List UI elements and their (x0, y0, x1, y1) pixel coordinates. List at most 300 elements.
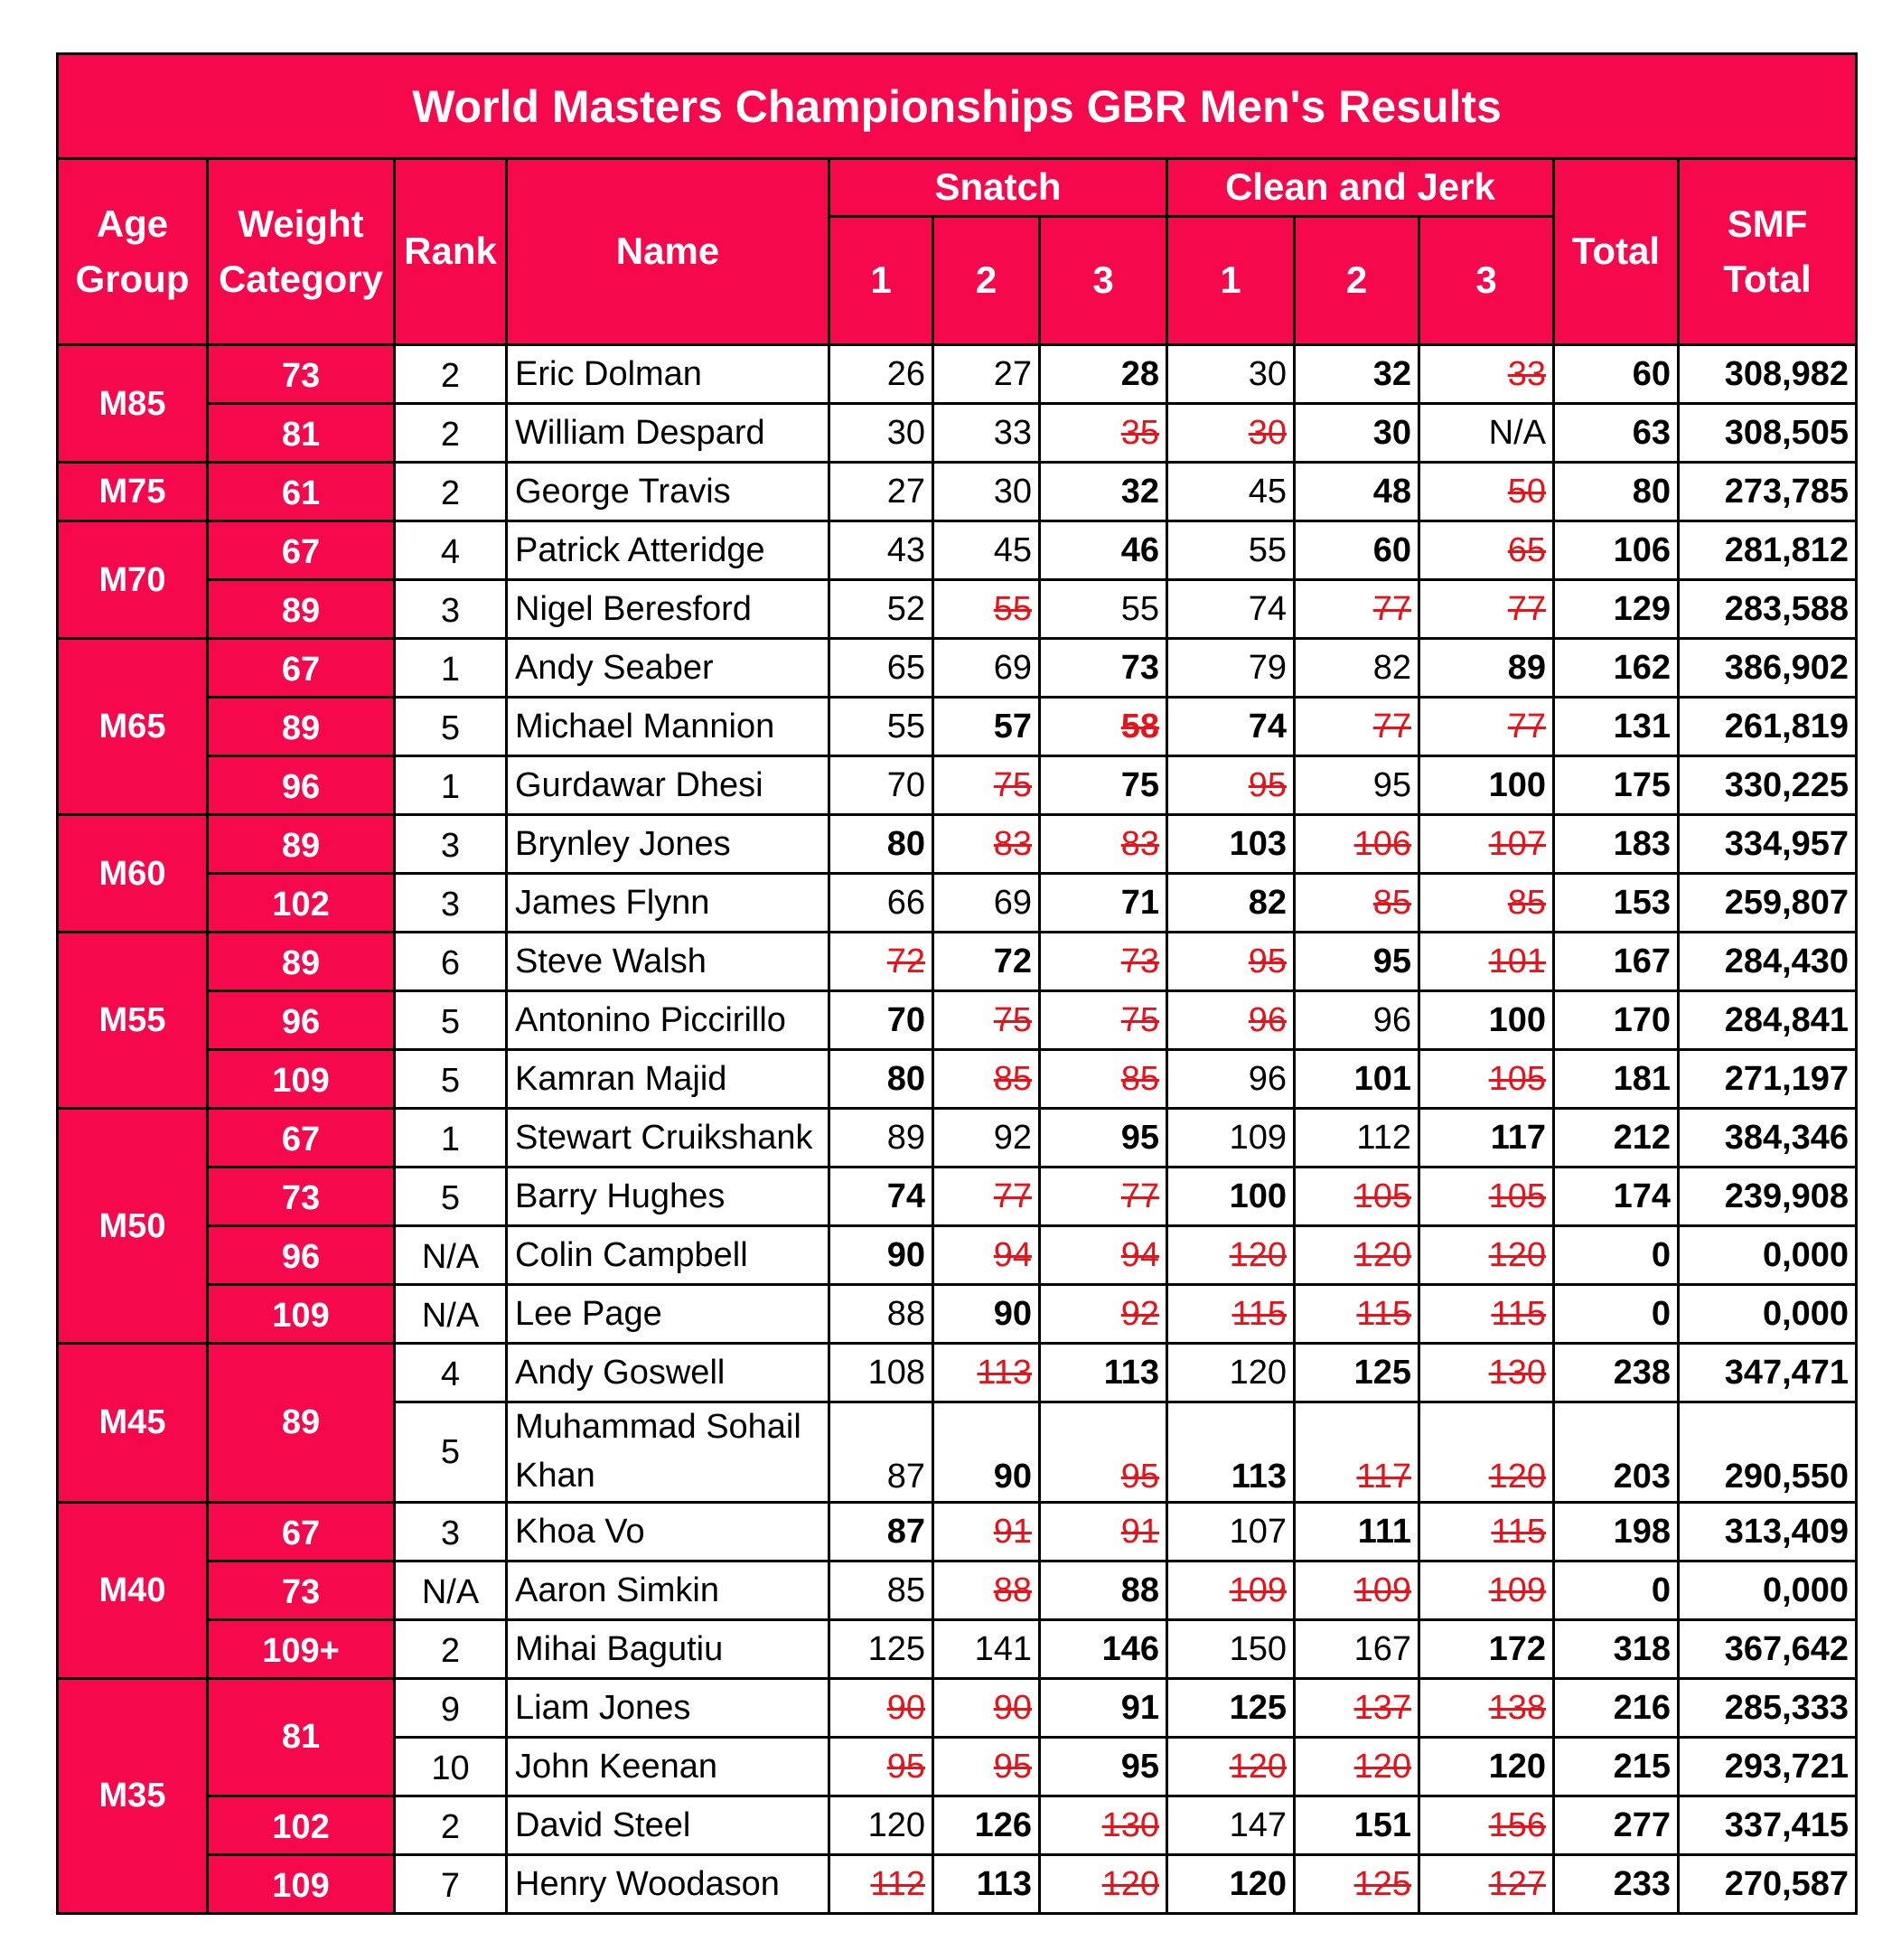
athlete-name: Nigel Beresford (507, 580, 829, 639)
table-row (58, 1344, 1857, 1402)
snatch-attempt-1: 30 (829, 404, 933, 463)
smf-total-cell: 281,812 (1679, 521, 1857, 580)
clean-jerk-attempt-3: 77 (1419, 698, 1554, 756)
clean-jerk-attempt-2: 85 (1295, 874, 1419, 933)
athlete-name: Mihai Bagutiu (507, 1619, 829, 1678)
total-cell: 175 (1554, 756, 1679, 815)
snatch-attempt-3: 113 (1040, 1344, 1167, 1402)
clean-jerk-attempt-3: 105 (1419, 1050, 1554, 1109)
athlete-name: Lee Page (507, 1285, 829, 1344)
table-row (58, 1502, 1857, 1561)
clean-jerk-attempt-1: 109 (1167, 1109, 1295, 1168)
clean-jerk-attempt-1: 113 (1167, 1402, 1295, 1503)
smf-total-cell: 308,982 (1679, 345, 1857, 404)
clean-jerk-attempt-2: 48 (1295, 463, 1419, 521)
total-cell: 0 (1554, 1285, 1679, 1344)
snatch-attempt-1: 90 (829, 1678, 933, 1737)
weight-category-cell: 102 (208, 874, 395, 933)
total-cell: 131 (1554, 698, 1679, 756)
age-group-cell: M75 (58, 463, 208, 521)
total-cell: 0 (1554, 1561, 1679, 1619)
snatch-attempt-1: 87 (829, 1502, 933, 1561)
snatch-attempt-2: 69 (933, 639, 1040, 698)
smf-total-cell: 308,505 (1679, 404, 1857, 463)
weight-category-cell: 89 (208, 933, 395, 991)
snatch-attempt-2: 83 (933, 815, 1040, 874)
clean-jerk-attempt-3: 85 (1419, 874, 1554, 933)
snatch-attempt-1: 80 (829, 815, 933, 874)
age-group-cell: M40 (58, 1502, 208, 1678)
table-row (58, 1561, 1857, 1619)
clean-jerk-attempt-1: 120 (1167, 1854, 1295, 1913)
snatch-attempt-2: 90 (933, 1285, 1040, 1344)
snatch-attempt-3: 120 (1040, 1854, 1167, 1913)
athlete-name: George Travis (507, 463, 829, 521)
age-group-cell: M70 (58, 521, 208, 639)
snatch-attempt-1: 52 (829, 580, 933, 639)
clean-jerk-attempt-2: 101 (1295, 1050, 1419, 1109)
snatch-attempt-3: 77 (1040, 1168, 1167, 1226)
total-cell: 318 (1554, 1619, 1679, 1678)
rank-cell: 3 (395, 580, 507, 639)
table-row (58, 1796, 1857, 1854)
snatch-attempt-1: 120 (829, 1796, 933, 1854)
clean-jerk-attempt-3: 115 (1419, 1285, 1554, 1344)
weight-category-cell: 67 (208, 521, 395, 580)
weight-category-cell: 73 (208, 1561, 395, 1619)
rank-cell: 2 (395, 1619, 507, 1678)
smf-total-cell: 239,908 (1679, 1168, 1857, 1226)
clean-jerk-attempt-3: 120 (1419, 1402, 1554, 1503)
header-snatch-attempt-2: 2 (933, 217, 1040, 345)
clean-jerk-attempt-1: 115 (1167, 1285, 1295, 1344)
clean-jerk-attempt-3: 107 (1419, 815, 1554, 874)
clean-jerk-attempt-1: 100 (1167, 1168, 1295, 1226)
header-snatch-attempt-3: 3 (1040, 217, 1167, 345)
table-row (58, 1285, 1857, 1344)
athlete-name: James Flynn (507, 874, 829, 933)
total-cell: 0 (1554, 1226, 1679, 1285)
clean-jerk-attempt-3: 120 (1419, 1226, 1554, 1285)
snatch-attempt-1: 70 (829, 991, 933, 1050)
header-smf-total: SMF Total (1679, 159, 1857, 345)
table-row (58, 933, 1857, 991)
age-group-cell: M85 (58, 345, 208, 463)
total-cell: 63 (1554, 404, 1679, 463)
weight-category-cell: 102 (208, 1796, 395, 1854)
snatch-attempt-1: 80 (829, 1050, 933, 1109)
smf-total-cell: 273,785 (1679, 463, 1857, 521)
total-cell: 238 (1554, 1344, 1679, 1402)
clean-jerk-attempt-3: 65 (1419, 521, 1554, 580)
total-cell: 183 (1554, 815, 1679, 874)
smf-total-cell: 284,841 (1679, 991, 1857, 1050)
table-row (58, 815, 1857, 874)
clean-jerk-attempt-1: 120 (1167, 1226, 1295, 1285)
athlete-name: Brynley Jones (507, 815, 829, 874)
snatch-attempt-3: 146 (1040, 1619, 1167, 1678)
clean-jerk-attempt-2: 167 (1295, 1619, 1419, 1678)
snatch-attempt-2: 72 (933, 933, 1040, 991)
clean-jerk-attempt-2: 77 (1295, 580, 1419, 639)
clean-jerk-attempt-1: 95 (1167, 756, 1295, 815)
table-row (58, 463, 1857, 521)
smf-total-cell: 290,550 (1679, 1402, 1857, 1503)
snatch-attempt-3: 88 (1040, 1561, 1167, 1619)
weight-category-cell: 109 (208, 1050, 395, 1109)
snatch-attempt-1: 43 (829, 521, 933, 580)
athlete-name: Liam Jones (507, 1678, 829, 1737)
smf-total-cell: 347,471 (1679, 1344, 1857, 1402)
weight-category-cell: 81 (208, 404, 395, 463)
age-group-cell: M45 (58, 1344, 208, 1503)
weight-category-cell: 81 (208, 1678, 395, 1796)
snatch-attempt-2: 75 (933, 756, 1040, 815)
snatch-attempt-1: 55 (829, 698, 933, 756)
snatch-attempt-3: 75 (1040, 991, 1167, 1050)
clean-jerk-attempt-2: 95 (1295, 756, 1419, 815)
athlete-name: Aaron Simkin (507, 1561, 829, 1619)
snatch-attempt-2: 91 (933, 1502, 1040, 1561)
table-row (58, 1050, 1857, 1109)
age-group-cell: M60 (58, 815, 208, 933)
snatch-attempt-2: 90 (933, 1402, 1040, 1503)
snatch-attempt-3: 71 (1040, 874, 1167, 933)
weight-category-cell: 109 (208, 1854, 395, 1913)
clean-jerk-attempt-1: 30 (1167, 345, 1295, 404)
clean-jerk-attempt-2: 117 (1295, 1402, 1419, 1503)
smf-total-cell: 284,430 (1679, 933, 1857, 991)
athlete-name: John Keenan (507, 1737, 829, 1796)
table-row (58, 404, 1857, 463)
smf-total-cell: 283,588 (1679, 580, 1857, 639)
header-cj-attempt-3: 3 (1419, 217, 1554, 345)
clean-jerk-attempt-1: 55 (1167, 521, 1295, 580)
athlete-name: Stewart Cruikshank (507, 1109, 829, 1168)
snatch-attempt-1: 87 (829, 1402, 933, 1503)
table-row (58, 991, 1857, 1050)
clean-jerk-attempt-1: 74 (1167, 580, 1295, 639)
smf-total-cell: 0,000 (1679, 1285, 1857, 1344)
weight-category-cell: 89 (208, 580, 395, 639)
smf-total-cell: 270,587 (1679, 1854, 1857, 1913)
total-cell: 212 (1554, 1109, 1679, 1168)
snatch-attempt-3: 94 (1040, 1226, 1167, 1285)
rank-cell: 3 (395, 1502, 507, 1561)
athlete-name: Michael Mannion (507, 698, 829, 756)
snatch-attempt-2: 141 (933, 1619, 1040, 1678)
clean-jerk-attempt-3: 172 (1419, 1619, 1554, 1678)
table-row (58, 580, 1857, 639)
clean-jerk-attempt-1: 45 (1167, 463, 1295, 521)
clean-jerk-attempt-3: 120 (1419, 1737, 1554, 1796)
snatch-attempt-1: 112 (829, 1854, 933, 1913)
athlete-name: Steve Walsh (507, 933, 829, 991)
results-table (56, 52, 1858, 1915)
rank-cell: 1 (395, 1109, 507, 1168)
snatch-attempt-2: 69 (933, 874, 1040, 933)
smf-total-cell: 285,333 (1679, 1678, 1857, 1737)
clean-jerk-attempt-1: 120 (1167, 1344, 1295, 1402)
snatch-attempt-2: 92 (933, 1109, 1040, 1168)
table-row (58, 1854, 1857, 1913)
snatch-attempt-1: 26 (829, 345, 933, 404)
snatch-attempt-3: 75 (1040, 756, 1167, 815)
clean-jerk-attempt-1: 120 (1167, 1737, 1295, 1796)
total-cell: 277 (1554, 1796, 1679, 1854)
header-total: Total (1554, 159, 1679, 345)
weight-category-cell: 67 (208, 1502, 395, 1561)
snatch-attempt-1: 72 (829, 933, 933, 991)
snatch-attempt-3: 95 (1040, 1737, 1167, 1796)
smf-total-cell: 386,902 (1679, 639, 1857, 698)
snatch-attempt-2: 113 (933, 1344, 1040, 1402)
rank-cell: 10 (395, 1737, 507, 1796)
clean-jerk-attempt-2: 30 (1295, 404, 1419, 463)
snatch-attempt-3: 28 (1040, 345, 1167, 404)
rank-cell: 4 (395, 521, 507, 580)
snatch-attempt-3: 83 (1040, 815, 1167, 874)
clean-jerk-attempt-2: 125 (1295, 1344, 1419, 1402)
weight-category-cell: 89 (208, 815, 395, 874)
table-row (58, 756, 1857, 815)
snatch-attempt-3: 95 (1040, 1109, 1167, 1168)
header-weight-category: Weight Category (208, 159, 395, 345)
header-rank: Rank (395, 159, 507, 345)
smf-total-cell: 367,642 (1679, 1619, 1857, 1678)
snatch-attempt-1: 74 (829, 1168, 933, 1226)
smf-total-cell: 0,000 (1679, 1226, 1857, 1285)
athlete-name: Kamran Majid (507, 1050, 829, 1109)
rank-cell: 6 (395, 933, 507, 991)
age-group-cell: M55 (58, 933, 208, 1109)
clean-jerk-attempt-2: 60 (1295, 521, 1419, 580)
header-cj-attempt-2: 2 (1295, 217, 1419, 345)
clean-jerk-attempt-1: 30 (1167, 404, 1295, 463)
athlete-name: Andy Seaber (507, 639, 829, 698)
snatch-attempt-2: 77 (933, 1168, 1040, 1226)
snatch-attempt-2: 45 (933, 521, 1040, 580)
weight-category-cell: 67 (208, 1109, 395, 1168)
snatch-attempt-3: 58 (1040, 698, 1167, 756)
smf-total-cell: 293,721 (1679, 1737, 1857, 1796)
snatch-attempt-3: 85 (1040, 1050, 1167, 1109)
table-row (58, 1619, 1857, 1678)
clean-jerk-attempt-1: 74 (1167, 698, 1295, 756)
athlete-name: Henry Woodason (507, 1854, 829, 1913)
rank-cell: 4 (395, 1344, 507, 1402)
total-cell: 216 (1554, 1678, 1679, 1737)
clean-jerk-attempt-2: 82 (1295, 639, 1419, 698)
clean-jerk-attempt-2: 137 (1295, 1678, 1419, 1737)
snatch-attempt-1: 88 (829, 1285, 933, 1344)
snatch-attempt-2: 94 (933, 1226, 1040, 1285)
clean-jerk-attempt-2: 95 (1295, 933, 1419, 991)
clean-jerk-attempt-1: 96 (1167, 1050, 1295, 1109)
clean-jerk-attempt-2: 120 (1295, 1737, 1419, 1796)
clean-jerk-attempt-3: 101 (1419, 933, 1554, 991)
rank-cell: 2 (395, 463, 507, 521)
clean-jerk-attempt-2: 112 (1295, 1109, 1419, 1168)
rank-cell: 3 (395, 815, 507, 874)
snatch-attempt-3: 130 (1040, 1796, 1167, 1854)
smf-total-cell: 0,000 (1679, 1561, 1857, 1619)
athlete-name: Eric Dolman (507, 345, 829, 404)
athlete-name: Patrick Atteridge (507, 521, 829, 580)
weight-category-cell: 96 (208, 1226, 395, 1285)
total-cell: 174 (1554, 1168, 1679, 1226)
clean-jerk-attempt-2: 32 (1295, 345, 1419, 404)
snatch-attempt-3: 91 (1040, 1678, 1167, 1737)
table-row (58, 698, 1857, 756)
rank-cell: 2 (395, 1796, 507, 1854)
snatch-attempt-1: 65 (829, 639, 933, 698)
table-title: World Masters Championships GBR Men's Results (58, 54, 1857, 159)
total-cell: 233 (1554, 1854, 1679, 1913)
rank-cell: 5 (395, 1050, 507, 1109)
clean-jerk-attempt-3: 100 (1419, 756, 1554, 815)
clean-jerk-attempt-1: 95 (1167, 933, 1295, 991)
snatch-attempt-2: 90 (933, 1678, 1040, 1737)
weight-category-cell: 89 (208, 1344, 395, 1503)
clean-jerk-attempt-3: 100 (1419, 991, 1554, 1050)
snatch-attempt-3: 91 (1040, 1502, 1167, 1561)
rank-cell: 2 (395, 404, 507, 463)
weight-category-cell: 109+ (208, 1619, 395, 1678)
snatch-attempt-3: 35 (1040, 404, 1167, 463)
rank-cell: 5 (395, 991, 507, 1050)
snatch-attempt-2: 126 (933, 1796, 1040, 1854)
clean-jerk-attempt-2: 106 (1295, 815, 1419, 874)
snatch-attempt-2: 30 (933, 463, 1040, 521)
rank-cell: N/A (395, 1226, 507, 1285)
clean-jerk-attempt-3: N/A (1419, 404, 1554, 463)
athlete-name: Barry Hughes (507, 1168, 829, 1226)
snatch-attempt-3: 95 (1040, 1402, 1167, 1503)
rank-cell: 3 (395, 874, 507, 933)
clean-jerk-attempt-1: 109 (1167, 1561, 1295, 1619)
weight-category-cell: 96 (208, 756, 395, 815)
weight-category-cell: 73 (208, 1168, 395, 1226)
snatch-attempt-3: 55 (1040, 580, 1167, 639)
smf-total-cell: 334,957 (1679, 815, 1857, 874)
clean-jerk-attempt-2: 111 (1295, 1502, 1419, 1561)
total-cell: 203 (1554, 1402, 1679, 1503)
athlete-name: David Steel (507, 1796, 829, 1854)
snatch-attempt-1: 70 (829, 756, 933, 815)
results-body (58, 345, 1857, 1914)
snatch-attempt-2: 75 (933, 991, 1040, 1050)
snatch-attempt-3: 32 (1040, 463, 1167, 521)
clean-jerk-attempt-1: 103 (1167, 815, 1295, 874)
snatch-attempt-2: 88 (933, 1561, 1040, 1619)
snatch-attempt-2: 85 (933, 1050, 1040, 1109)
age-group-cell: M35 (58, 1678, 208, 1913)
clean-jerk-attempt-3: 127 (1419, 1854, 1554, 1913)
total-cell: 106 (1554, 521, 1679, 580)
rank-cell: N/A (395, 1561, 507, 1619)
header-clean-and-jerk: Clean and Jerk (1167, 159, 1554, 217)
snatch-attempt-1: 95 (829, 1737, 933, 1796)
smf-total-cell: 313,409 (1679, 1502, 1857, 1561)
snatch-attempt-3: 73 (1040, 639, 1167, 698)
smf-total-cell: 271,197 (1679, 1050, 1857, 1109)
snatch-attempt-3: 46 (1040, 521, 1167, 580)
clean-jerk-attempt-2: 125 (1295, 1854, 1419, 1913)
total-cell: 170 (1554, 991, 1679, 1050)
weight-category-cell: 73 (208, 345, 395, 404)
clean-jerk-attempt-2: 120 (1295, 1226, 1419, 1285)
results-sheet (56, 52, 1855, 1915)
smf-total-cell: 259,807 (1679, 874, 1857, 933)
smf-total-cell: 261,819 (1679, 698, 1857, 756)
snatch-attempt-2: 113 (933, 1854, 1040, 1913)
snatch-attempt-1: 90 (829, 1226, 933, 1285)
snatch-attempt-1: 89 (829, 1109, 933, 1168)
clean-jerk-attempt-2: 96 (1295, 991, 1419, 1050)
table-row (58, 874, 1857, 933)
age-group-cell: M65 (58, 639, 208, 815)
clean-jerk-attempt-3: 156 (1419, 1796, 1554, 1854)
clean-jerk-attempt-2: 109 (1295, 1561, 1419, 1619)
snatch-attempt-2: 57 (933, 698, 1040, 756)
athlete-name: Andy Goswell (507, 1344, 829, 1402)
table-row (58, 639, 1857, 698)
total-cell: 153 (1554, 874, 1679, 933)
clean-jerk-attempt-3: 77 (1419, 580, 1554, 639)
weight-category-cell: 89 (208, 698, 395, 756)
total-cell: 181 (1554, 1050, 1679, 1109)
clean-jerk-attempt-2: 105 (1295, 1168, 1419, 1226)
athlete-name: Muhammad Sohail Khan (507, 1402, 829, 1503)
rank-cell: 2 (395, 345, 507, 404)
snatch-attempt-3: 73 (1040, 933, 1167, 991)
total-cell: 80 (1554, 463, 1679, 521)
snatch-attempt-3: 92 (1040, 1285, 1167, 1344)
rank-cell: 7 (395, 1854, 507, 1913)
clean-jerk-attempt-3: 117 (1419, 1109, 1554, 1168)
snatch-attempt-2: 33 (933, 404, 1040, 463)
smf-total-cell: 337,415 (1679, 1796, 1857, 1854)
snatch-attempt-1: 85 (829, 1561, 933, 1619)
athlete-name: Gurdawar Dhesi (507, 756, 829, 815)
header-age-group: Age Group (58, 159, 208, 345)
athlete-name: Khoa Vo (507, 1502, 829, 1561)
weight-category-cell: 109 (208, 1285, 395, 1344)
clean-jerk-attempt-1: 147 (1167, 1796, 1295, 1854)
table-row (58, 1226, 1857, 1285)
clean-jerk-attempt-1: 107 (1167, 1502, 1295, 1561)
rank-cell: 1 (395, 639, 507, 698)
snatch-attempt-2: 27 (933, 345, 1040, 404)
rank-cell: 9 (395, 1678, 507, 1737)
clean-jerk-attempt-3: 105 (1419, 1168, 1554, 1226)
table-row (58, 1109, 1857, 1168)
header-cj-attempt-1: 1 (1167, 217, 1295, 345)
clean-jerk-attempt-2: 115 (1295, 1285, 1419, 1344)
total-cell: 129 (1554, 580, 1679, 639)
clean-jerk-attempt-3: 130 (1419, 1344, 1554, 1402)
snatch-attempt-2: 95 (933, 1737, 1040, 1796)
snatch-attempt-1: 125 (829, 1619, 933, 1678)
weight-category-cell: 67 (208, 639, 395, 698)
table-row (58, 521, 1857, 580)
rank-cell: 5 (395, 1402, 507, 1503)
athlete-name: William Despard (507, 404, 829, 463)
table-row (58, 1168, 1857, 1226)
weight-category-cell: 61 (208, 463, 395, 521)
snatch-attempt-2: 55 (933, 580, 1040, 639)
